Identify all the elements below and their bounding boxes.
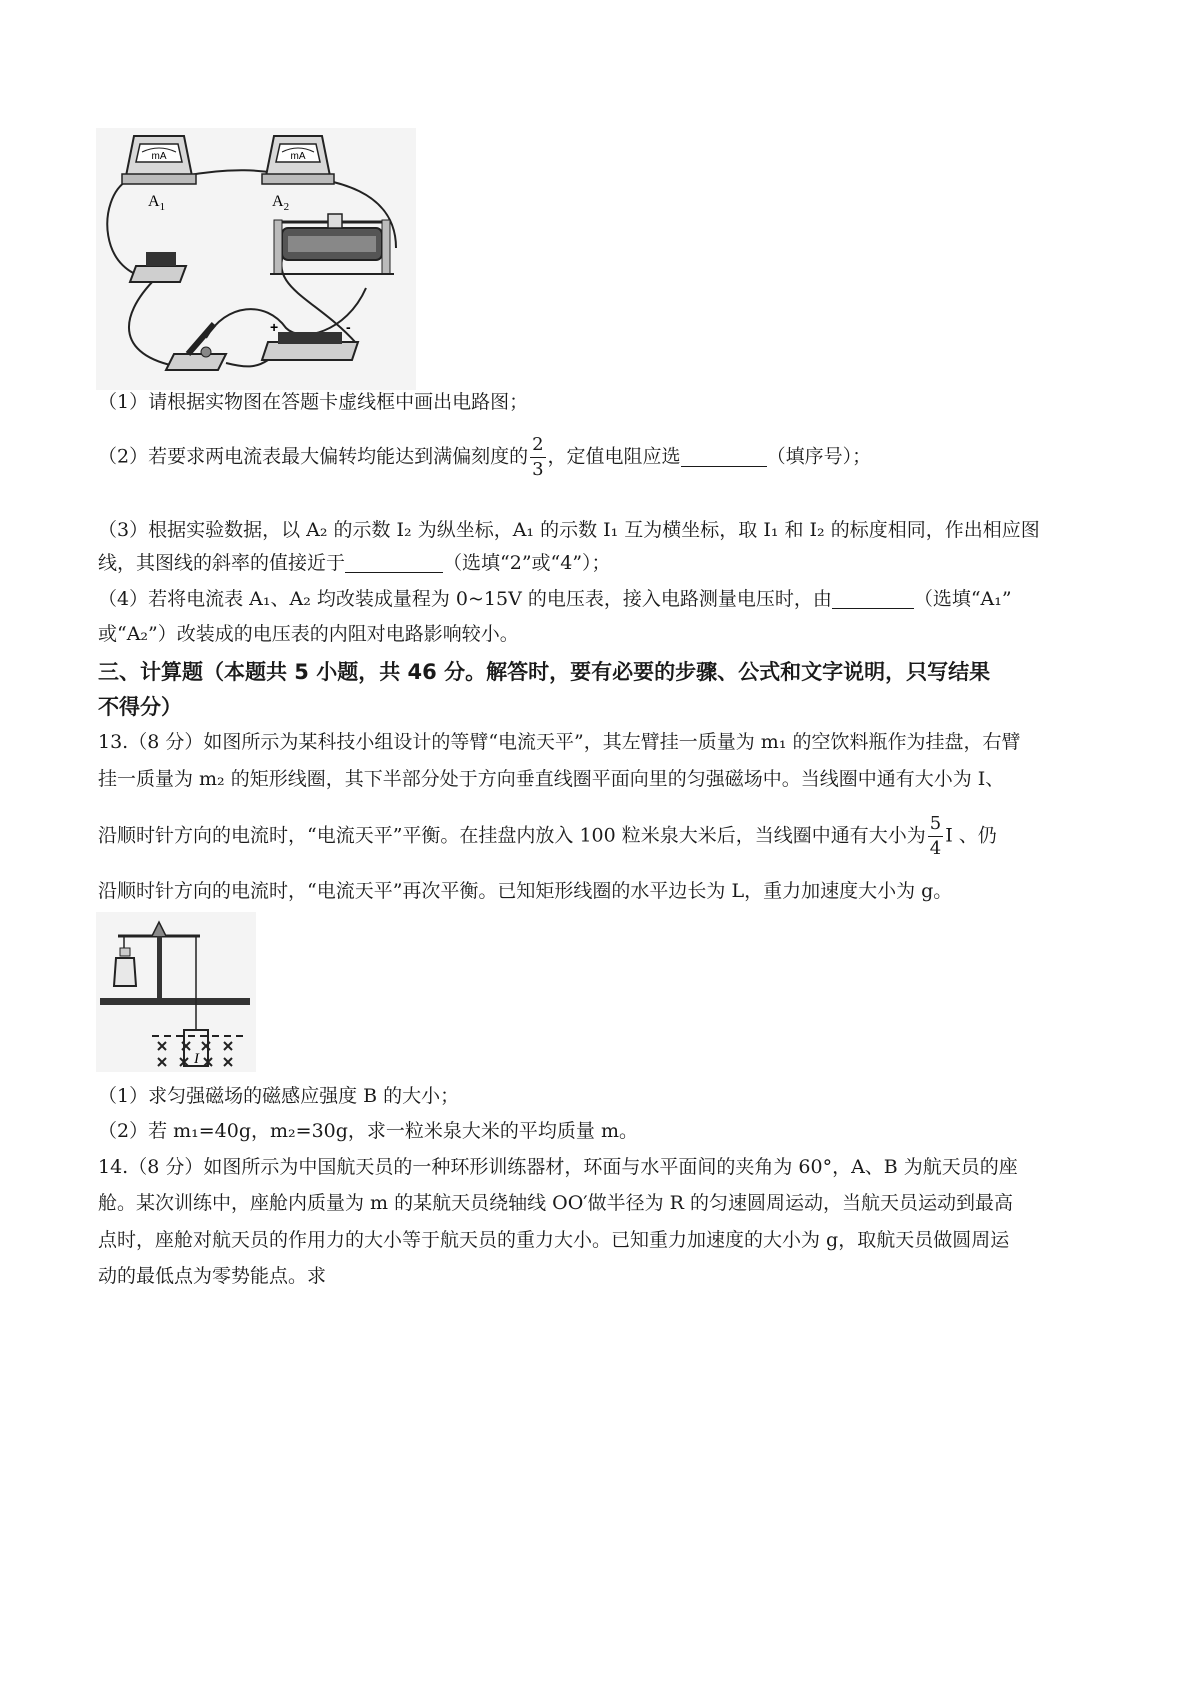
q13-line3-text-b: I 、仍: [945, 824, 997, 847]
q12-part4-text-b: （选填“A₁”: [913, 588, 1012, 610]
q12-part1: （1）请根据实物图在答题卡虚线框中画出电路图；: [98, 391, 529, 413]
circuit-drawing: [96, 128, 416, 390]
ammeter-a1-unit: mA: [151, 151, 167, 162]
fraction-five-fourths: [928, 815, 943, 858]
fraction-numerator: 2: [532, 434, 544, 455]
q13-line2: 挂一质量为 m₂ 的矩形线圈，其下半部分处于方向垂直线圈平面向里的匀强磁场中。当线圈中通有大小为 I、: [98, 768, 1005, 790]
answer-blank-meter[interactable]: [832, 588, 914, 609]
fraction-denominator: 3: [532, 459, 544, 480]
current-label: I: [194, 1051, 199, 1067]
battery-plus: +: [270, 319, 279, 335]
answer-blank-slope[interactable]: [345, 552, 443, 573]
battery-minus: -: [346, 319, 351, 335]
q12-part4-text-a: （4）若将电流表 A₁、A₂ 均改装成量程为 0~15V 的电压表，接入电路测量电压时，由: [98, 588, 832, 610]
current-balance-drawing: [96, 912, 256, 1072]
ammeter-a2: [262, 136, 334, 184]
q12-part3-line2: [98, 545, 1098, 581]
ammeter-a1-label: $A_1$: [148, 193, 166, 213]
q12-part2: [98, 436, 1098, 479]
fraction-denominator: 4: [929, 838, 942, 859]
q13-line3: [98, 815, 1098, 858]
q12-part3-text-a: 线，其图线的斜率的值接近于: [98, 552, 346, 574]
answer-blank-resistor[interactable]: [681, 446, 767, 467]
fraction-two-thirds: [530, 436, 545, 479]
fraction-numerator: 5: [929, 813, 942, 834]
q12-part2-text-c: （填序号）；: [766, 445, 872, 468]
section-title-line1: 三、计算题（本题共 5 小题，共 46 分。解答时，要有必要的步骤、公式和文字说明，只写结果: [98, 660, 991, 684]
q13-line4: 沿顺时针方向的电流时，“电流天平”再次平衡。已知矩形线圈的水平边长为 L，重力加速度大小为 g。: [98, 880, 953, 902]
q13-line3-text-a: 沿顺时针方向的电流时，“电流天平”平衡。在挂盘内放入 100 粒米泉大米后，当线圈中通有大小为: [98, 824, 926, 847]
q12-part2-text-a: （2）若要求两电流表最大偏转均能达到满偏刻度的: [98, 445, 529, 468]
circuit-figure: [96, 128, 416, 390]
q13-line1: 13.（8 分）如图所示为某科技小组设计的等臂“电流天平”，其左臂挂一质量为 m₁ 的空饮料瓶作为挂盘，右臂: [98, 731, 1021, 753]
ammeter-a2-label: $A_2$: [272, 193, 290, 213]
q12-part3-line1: （3）根据实验数据，以 A₂ 的示数 I₂ 为纵坐标，A₁ 的示数 I₁ 互为横坐标，取 I₁ 和 I₂ 的标度相同，作出相应图: [98, 519, 1040, 541]
q14-line3: 点时，座舱对航天员的作用力的大小等于航天员的重力大小。已知重力加速度的大小为 g，取航天员做圆周运: [98, 1229, 1010, 1251]
q13-sub1: （1）求匀强磁场的磁感应强度 B 的大小；: [98, 1085, 460, 1107]
ammeter-a2-unit: mA: [290, 151, 306, 162]
q12-part2-text-b: ，定值电阻应选: [547, 445, 681, 468]
q12-part3-text-b: （选填“2”或“4”）；: [443, 552, 611, 574]
section-title-line2: 不得分）: [98, 695, 182, 719]
q12-part4-line1: [98, 581, 1098, 617]
current-balance-figure: [96, 912, 256, 1072]
q14-line4: 动的最低点为零势能点。求: [98, 1265, 327, 1287]
q13-sub2: （2）若 m₁=40g，m₂=30g，求一粒米泉大米的平均质量 m。: [98, 1120, 638, 1142]
q14-line1: 14.（8 分）如图所示为中国航天员的一种环形训练器材，环面与水平面间的夹角为 60°，A、B 为航天员的座: [98, 1156, 1018, 1178]
q12-part4-line2: 或“A₂”）改装成的电压表的内阻对电路影响较小。: [98, 623, 519, 645]
ammeter-a1: [122, 136, 196, 184]
q14-line2: 舱。某次训练中，座舱内质量为 m 的某航天员绕轴线 OO′做半径为 R 的匀速圆周运动，当航天员运动到最高: [98, 1192, 1013, 1214]
